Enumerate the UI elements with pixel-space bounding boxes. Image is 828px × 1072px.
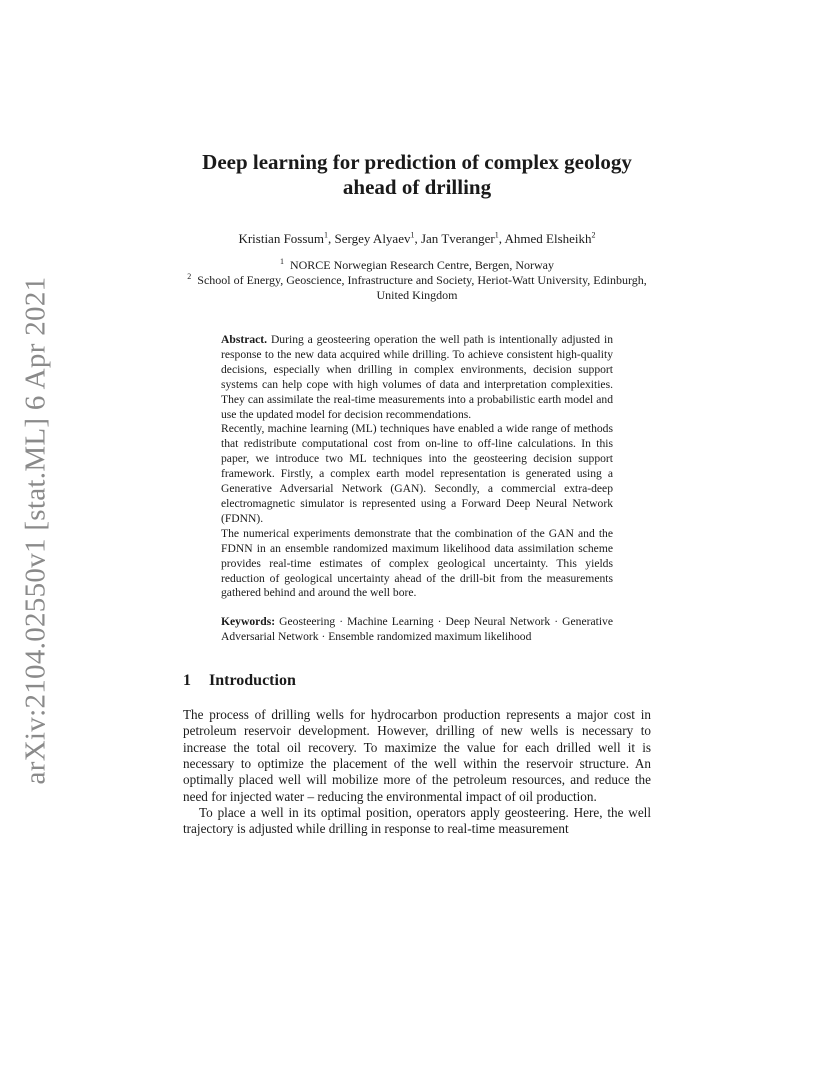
title-line-2: ahead of drilling	[342, 175, 492, 199]
paper-title	[183, 150, 651, 200]
body-paragraph: The process of drilling wells for hydrocarbon production represents a major cost in petroleum reservoir development. However, drilling of new wells is necessary to increase the total oil recovery. To maximize the value for each drilled well it is necessary to optimize the placement of the well within the reservoir structure. An optimally placed well will mobilize more of the petroleum resources, and reduce the need for injected water – reducing the environmental impact of oil production.	[183, 707, 651, 804]
author-affil-mark: 1	[410, 230, 415, 240]
author-affil-mark: 1	[494, 230, 499, 240]
author-list: Kristian Fossum$^1$, Sergey Alyaev$^1$, Jan Tveranger$^1$, Ahmed Elsheikh$^2$	[238, 230, 596, 246]
section-body	[183, 707, 651, 837]
arxiv-watermark	[12, 276, 60, 784]
author-affil-mark: 1	[324, 230, 329, 240]
affiliation	[183, 258, 651, 273]
affiliation	[183, 273, 651, 303]
abstract-text: During a geosteering operation the well path is intentionally adjusted in response to the new data acquired while drilling. To achieve consistent high-quality decisions, especially when drilling in complex environments, decision support systems can help cope with high volumes of data and interpretation complexities. They can assimilate the real-time measurements into a probabilistic earth model and use the updated model for decision recommendations.	[221, 333, 613, 421]
author-name: Kristian Fossum	[238, 231, 325, 246]
author-affil-mark: 2	[591, 230, 596, 240]
keywords	[221, 615, 613, 645]
section-title: Introduction	[209, 672, 296, 690]
paper-page	[183, 150, 651, 838]
section-heading	[183, 671, 651, 691]
author-name: Ahmed Elsheikh	[504, 231, 592, 246]
abstract-paragraph: Recently, machine learning (ML) techniques have enabled a wide range of methods that redistribute computational cost from on-line to off-line calculations. In this paper, we introduce two ML techniques into the geosteering decision support framework. Firstly, a complex earth model representation is generated using a Generative Adversarial Network (GAN). Secondly, a commercial extra-deep electromagnetic simulator is represented using a Forward Deep Neural Network (FDNN).	[221, 422, 613, 525]
affiliation-list	[183, 258, 651, 303]
abstract-label: Abstract.	[221, 333, 268, 346]
body-paragraph: To place a well in its optimal position, operators apply geosteering. Here, the well trajectory is adjusted while drilling in response to real-time measurement	[183, 804, 651, 837]
affil-mark: 2	[187, 272, 192, 281]
keywords-text: Geosteering · Machine Learning · Deep Neural Network · Generative Adversarial Network · Ensemble randomized maximum likelihood	[221, 615, 613, 644]
affil-text: School of Energy, Geoscience, Infrastructure and Society, Heriot-Watt University, Edinburgh, United Kingdom	[197, 273, 647, 302]
abstract	[221, 333, 613, 601]
section-number: 1	[183, 672, 191, 690]
title-line-1: Deep learning for prediction of complex geology	[202, 150, 632, 174]
keywords-label: Keywords:	[221, 615, 276, 629]
affil-text: NORCE Norwegian Research Centre, Bergen, Norway	[289, 258, 555, 272]
arxiv-watermark-text: arXiv:2104.02550v1 [stat.ML] 6 Apr 2021	[19, 276, 52, 784]
author-name: Sergey Alyaev	[334, 231, 411, 246]
author-name: Jan Tveranger	[420, 231, 495, 246]
abstract-paragraph: The numerical experiments demonstrate that the combination of the GAN and the FDNN in an ensemble randomized maximum likelihood data assimilation scheme provides real-time estimates of complex geological uncertainty. This yields reduction of geological uncertainty ahead of the drill-bit from the measurements gathered behind and around the well bore.	[221, 526, 613, 600]
abstract-paragraph	[221, 333, 613, 422]
affil-mark: 1	[279, 257, 284, 266]
